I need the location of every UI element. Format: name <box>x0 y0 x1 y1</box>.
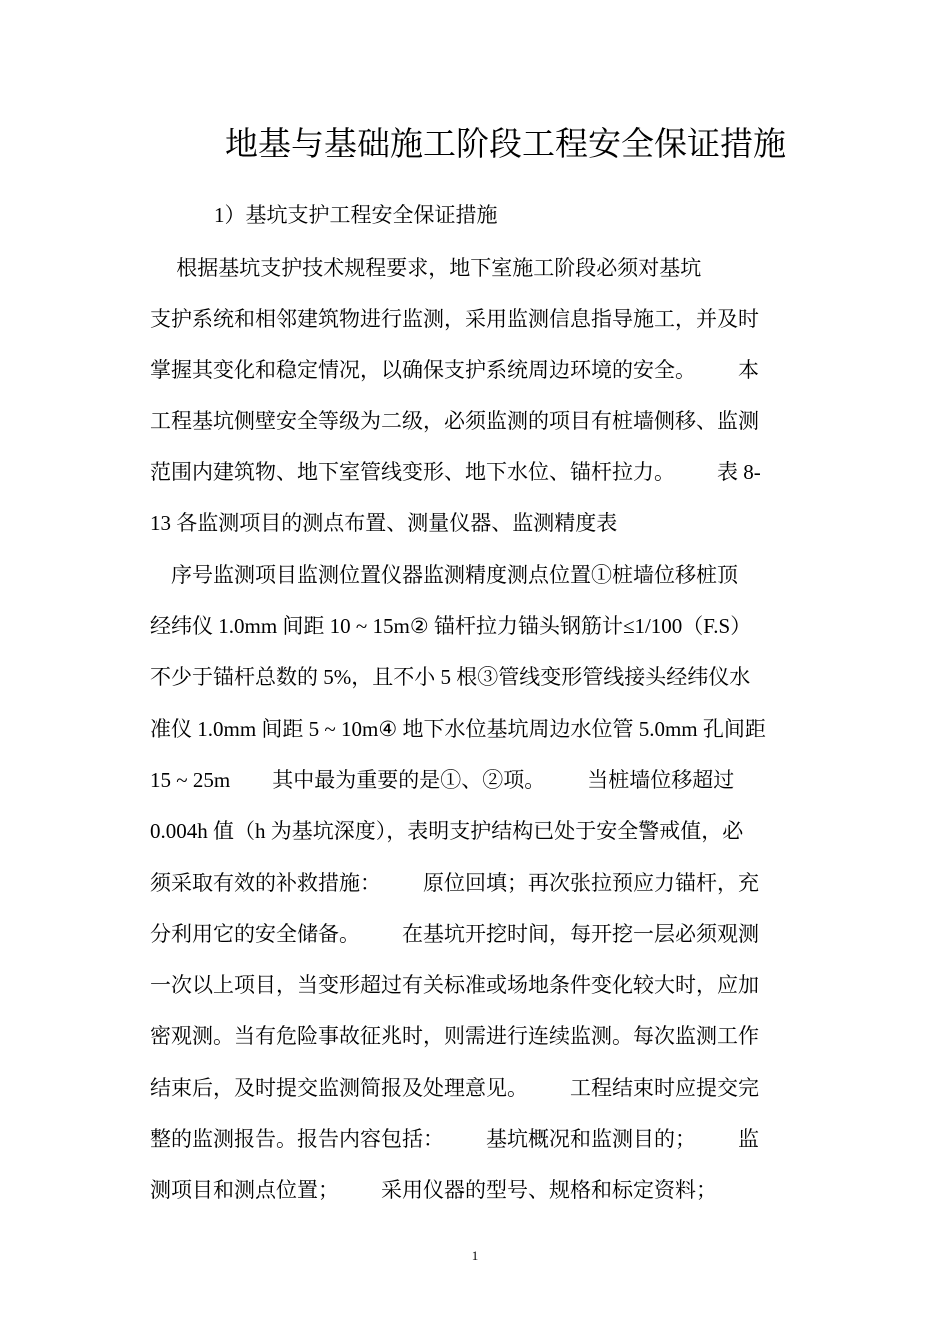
body-line-18: 整的监测报告。报告内容包括： 基坑概况和监测目的； 监 <box>150 1127 759 1151</box>
body-line-4: 工程基坑侧壁安全等级为二级，必须监测的项目有桩墙侧移、监测 <box>150 409 759 433</box>
body-line-16: 密观测。当有危险事故征兆时，则需进行连续监测。每次监测工作 <box>150 1024 759 1048</box>
body-line-19: 测项目和测点位置； 采用仪器的型号、规格和标定资料； <box>150 1178 717 1202</box>
body-line-11: 15 ~ 25m 其中最为重要的是①、②项。 当桩墙位移超过 <box>150 768 735 792</box>
body-line-3: 掌握其变化和稳定情况，以确保支护系统周边环境的安全。 本 <box>150 358 759 382</box>
page-number: 1 <box>471 1248 479 1263</box>
body-line-13: 须采取有效的补救措施： 原位回填；再次张拉预应力锚杆，充 <box>150 871 759 895</box>
body-line-8: 经纬仪 1.0mm 间距 10 ~ 15m② 锚杆拉力锚头钢筋计≤1/100（F.S） <box>150 614 752 638</box>
section-heading: 1）基坑支护工程安全保证措施 <box>214 203 498 227</box>
body-line-12: 0.004h 值（h 为基坑深度），表明支护结构已处于安全警戒值，必 <box>150 819 744 843</box>
body-line-14: 分利用它的安全储备。 在基坑开挖时间，每开挖一层必须观测 <box>150 922 759 946</box>
body-line-6: 13 各监测项目的测点布置、测量仪器、监测精度表 <box>150 511 618 535</box>
body-line-15: 一次以上项目，当变形超过有关标准或场地条件变化较大时，应加 <box>150 973 759 997</box>
body-line-9: 不少于锚杆总数的 5%，且不小 5 根③管线变形管线接头经纬仪水 <box>150 665 751 689</box>
document-title: 地基与基础施工阶段工程安全保证措施 <box>225 124 786 163</box>
body-line-17: 结束后，及时提交监测简报及处理意见。 工程结束时应提交完 <box>150 1076 759 1100</box>
body-line-7: 序号监测项目监测位置仪器监测精度测点位置①桩墙位移桩顶 <box>150 563 738 587</box>
body-line-10: 准仪 1.0mm 间距 5 ~ 10m④ 地下水位基坑周边水位管 5.0mm 孔间距 <box>150 717 766 741</box>
body-line-5: 范围内建筑物、地下室管线变形、地下水位、锚杆拉力。 表 8- <box>150 460 761 484</box>
body-line-1: 根据基坑支护技术规程要求，地下室施工阶段必须对基坑 <box>150 256 702 280</box>
body-line-2: 支护系统和相邻建筑物进行监测，采用监测信息指导施工，并及时 <box>150 307 759 331</box>
